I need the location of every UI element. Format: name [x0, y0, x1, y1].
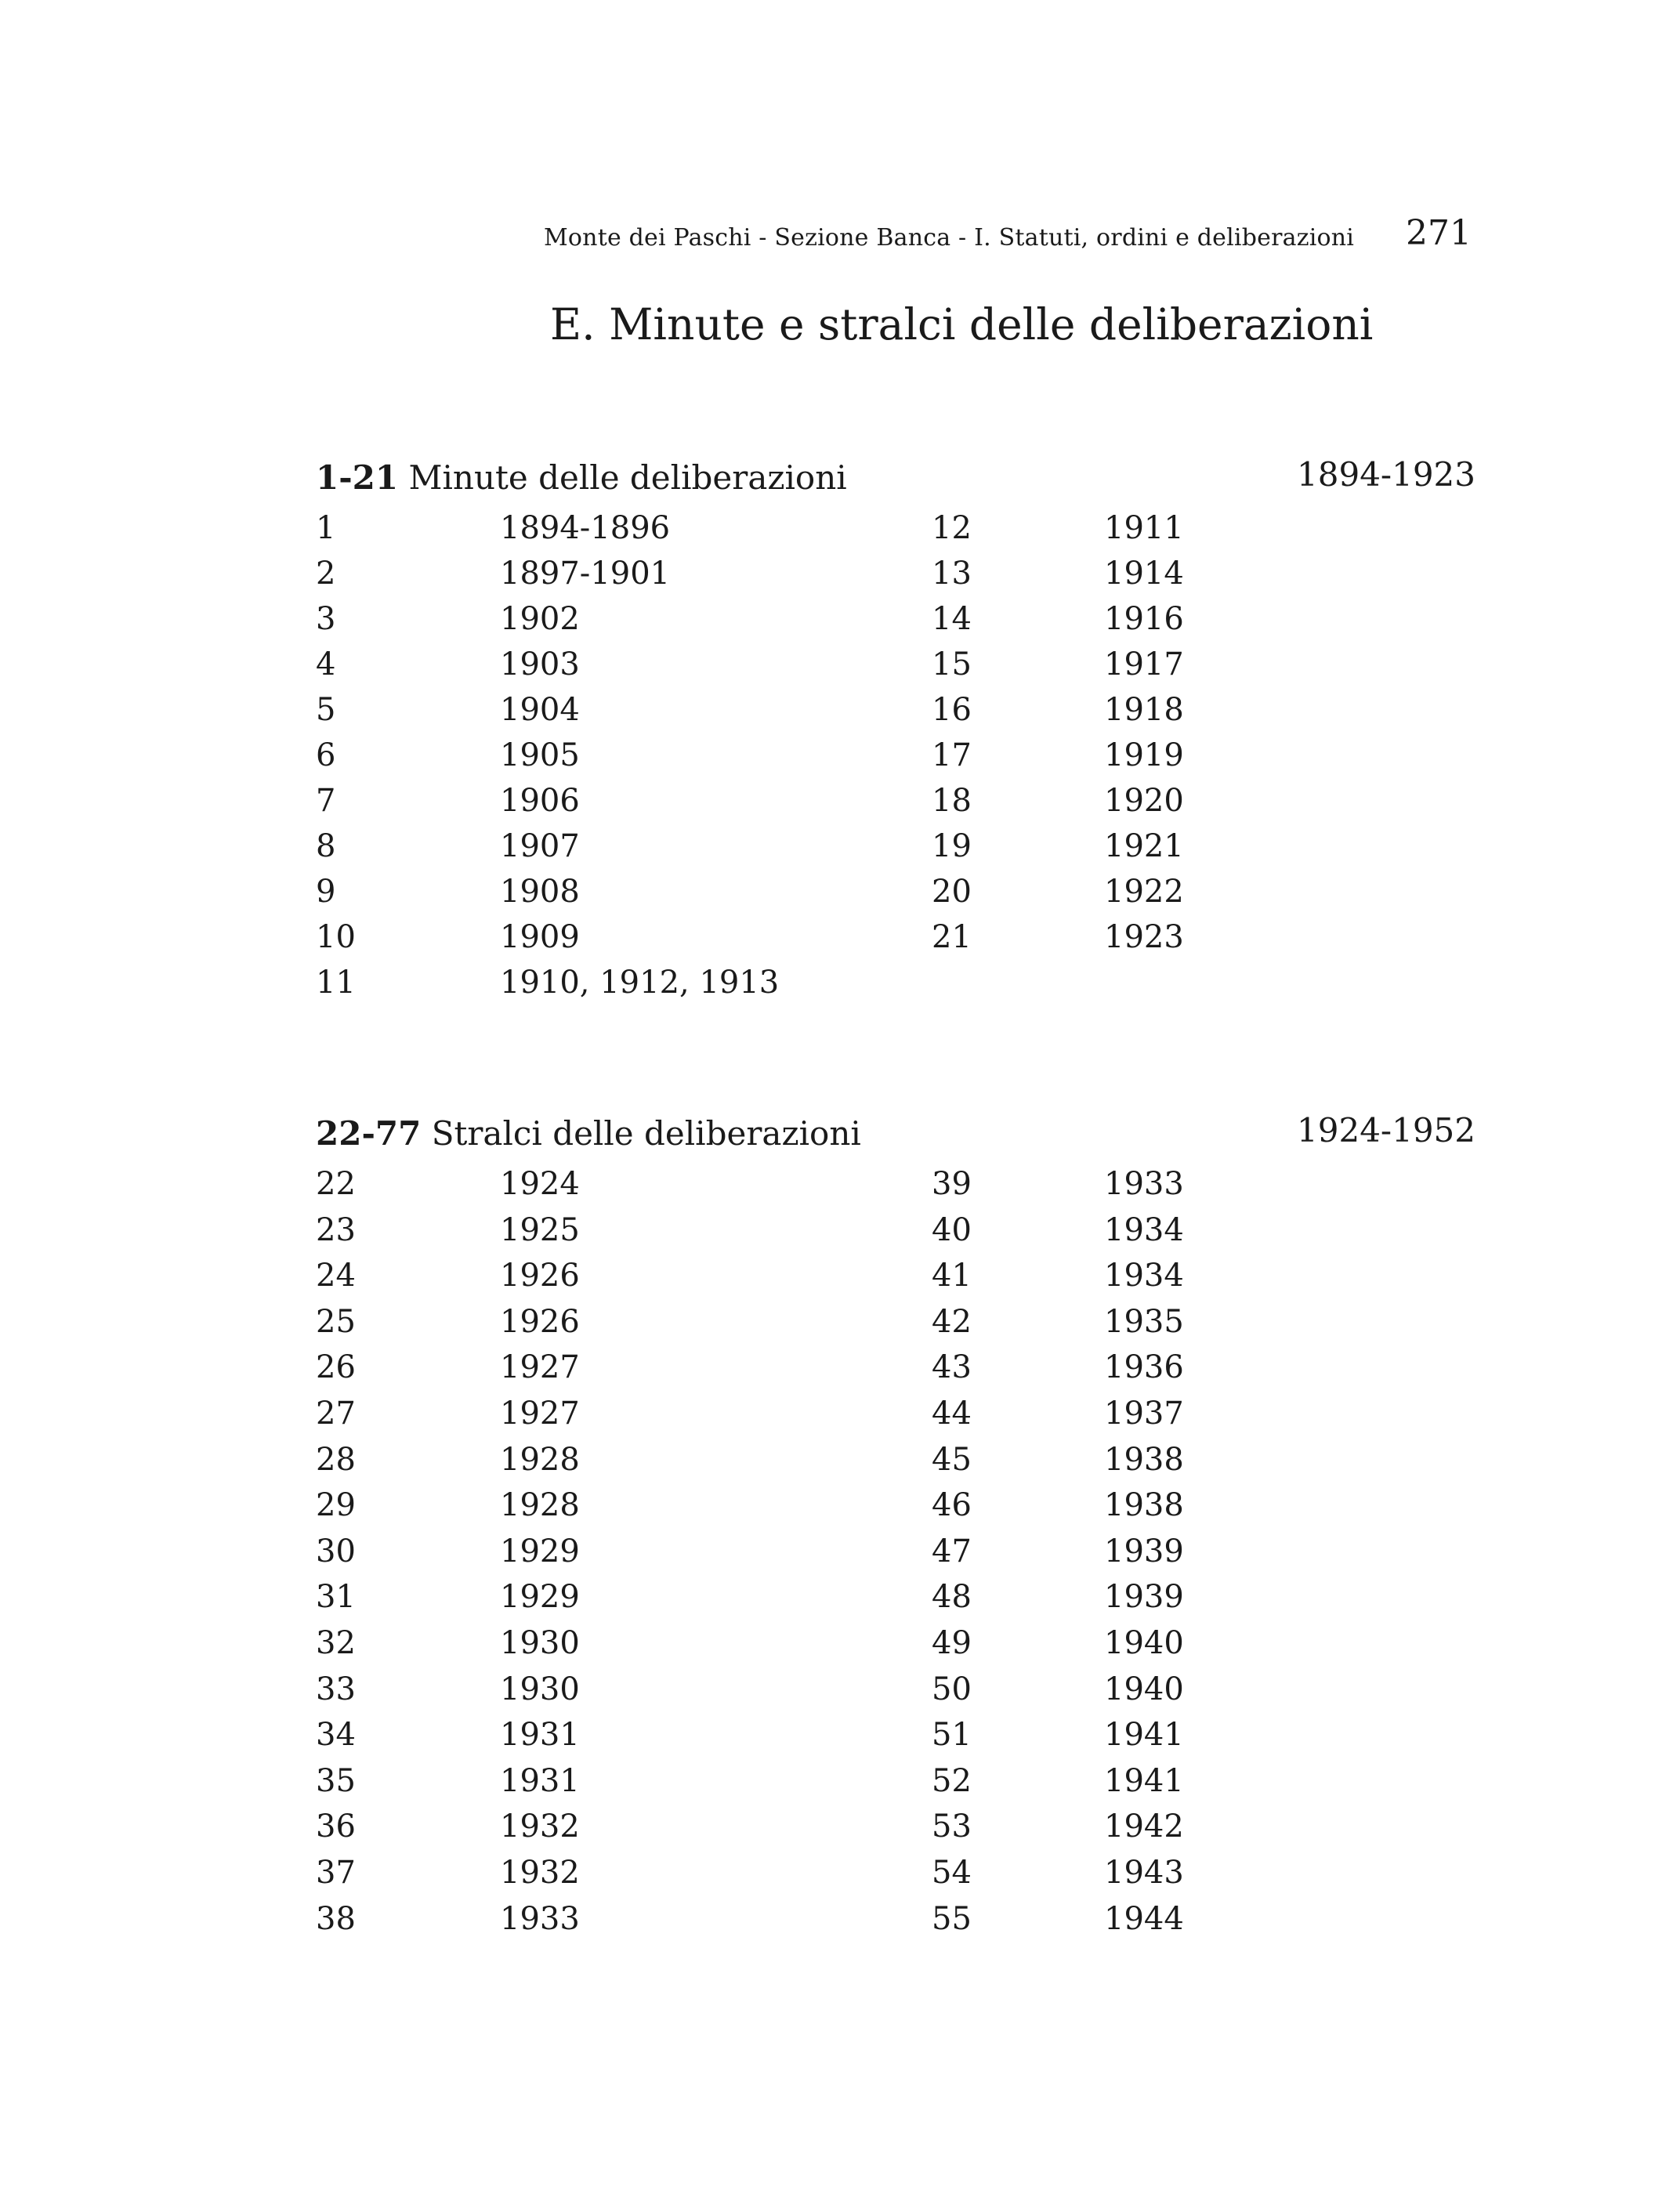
- item-years: 1927: [500, 1349, 580, 1386]
- item-years: 1929: [500, 1533, 580, 1569]
- item-years: 1927: [500, 1395, 580, 1432]
- item-years: 1902: [500, 601, 580, 637]
- section-minute: [316, 455, 1475, 1001]
- item-number: 53: [932, 1808, 972, 1845]
- item-years: 1932: [500, 1854, 580, 1891]
- item-years: 1936: [1104, 1349, 1184, 1386]
- item-years: 1916: [1104, 601, 1184, 637]
- item-number: 45: [932, 1441, 972, 1478]
- item-years: 1942: [1104, 1808, 1184, 1845]
- item-number: 41: [932, 1258, 972, 1294]
- item-years: 1933: [500, 1900, 580, 1937]
- item-number: 1: [316, 510, 336, 546]
- item-number: 42: [932, 1303, 972, 1340]
- section-range: 1-21: [316, 458, 399, 497]
- item-number: 37: [316, 1854, 356, 1891]
- item-years: 1920: [1104, 783, 1184, 819]
- section-heading: [316, 455, 1475, 505]
- section-range: 22-77: [316, 1114, 422, 1153]
- page-number: 271: [1406, 213, 1472, 253]
- item-number: 35: [316, 1762, 356, 1799]
- item-years: 1931: [500, 1762, 580, 1799]
- item-years: 1928: [500, 1441, 580, 1478]
- item-number: 26: [316, 1349, 356, 1386]
- item-years: 1925: [500, 1211, 580, 1248]
- item-number: 9: [316, 874, 336, 910]
- item-number: 46: [932, 1487, 972, 1524]
- item-years: 1930: [500, 1671, 580, 1707]
- item-number: 13: [932, 556, 972, 592]
- item-years: 1934: [1104, 1211, 1184, 1248]
- item-years: 1939: [1104, 1533, 1184, 1569]
- item-number: 12: [932, 510, 972, 546]
- item-years: 1907: [500, 828, 580, 864]
- item-number: 8: [316, 828, 336, 864]
- item-years: 1933: [1104, 1166, 1184, 1202]
- item-years: 1919: [1104, 737, 1184, 773]
- item-number: 31: [316, 1579, 356, 1616]
- item-number: 44: [932, 1395, 972, 1432]
- item-number: 6: [316, 737, 336, 773]
- item-number: 27: [316, 1395, 356, 1432]
- item-years: 1903: [500, 646, 580, 682]
- item-years: 1926: [500, 1258, 580, 1294]
- item-years: 1937: [1104, 1395, 1184, 1432]
- running-head: Monte dei Paschi - Sezione Banca - I. Statuti, ordini e deliberazioni: [544, 224, 1355, 252]
- item-years: 1914: [1104, 556, 1184, 592]
- item-number: 48: [932, 1579, 972, 1616]
- section-date-range: 1924-1952: [1297, 1111, 1475, 1149]
- item-years: 1894-1896: [500, 510, 671, 546]
- item-years: 1938: [1104, 1487, 1184, 1524]
- item-number: 5: [316, 692, 336, 728]
- item-number: 10: [316, 919, 356, 955]
- item-number: 18: [932, 783, 972, 819]
- item-number: 7: [316, 783, 336, 819]
- item-years: 1928: [500, 1487, 580, 1524]
- item-number: 40: [932, 1211, 972, 1248]
- item-years: 1922: [1104, 874, 1184, 910]
- item-years: 1921: [1104, 828, 1184, 864]
- item-number: 2: [316, 556, 336, 592]
- item-number: 29: [316, 1487, 356, 1524]
- item-years: 1904: [500, 692, 580, 728]
- item-number: 24: [316, 1258, 356, 1294]
- item-years: 1923: [1104, 919, 1184, 955]
- item-number: 36: [316, 1808, 356, 1845]
- item-years: 1911: [1104, 510, 1184, 546]
- item-number: 23: [316, 1211, 356, 1248]
- item-number: 19: [932, 828, 972, 864]
- item-years: 1939: [1104, 1579, 1184, 1616]
- item-years: 1918: [1104, 692, 1184, 728]
- item-number: 14: [932, 601, 972, 637]
- item-years: 1935: [1104, 1303, 1184, 1340]
- item-years: 1932: [500, 1808, 580, 1845]
- item-number: 39: [932, 1166, 972, 1202]
- item-years: 1941: [1104, 1717, 1184, 1754]
- item-number: 50: [932, 1671, 972, 1707]
- item-years: 1944: [1104, 1900, 1184, 1937]
- item-number: 55: [932, 1900, 972, 1937]
- item-years: 1943: [1104, 1854, 1184, 1891]
- item-years: 1938: [1104, 1441, 1184, 1478]
- item-number: 49: [932, 1624, 972, 1661]
- item-years: 1940: [1104, 1624, 1184, 1661]
- item-years: 1908: [500, 874, 580, 910]
- item-years: 1906: [500, 783, 580, 819]
- item-number: 4: [316, 646, 336, 682]
- item-number: 47: [932, 1533, 972, 1569]
- item-number: 17: [932, 737, 972, 773]
- item-years: 1931: [500, 1717, 580, 1754]
- chapter-title: E. Minute e stralci delle deliberazioni: [550, 299, 1374, 349]
- item-years: 1941: [1104, 1762, 1184, 1799]
- item-number: 51: [932, 1717, 972, 1754]
- item-number: 21: [932, 919, 972, 955]
- item-years: 1930: [500, 1624, 580, 1661]
- item-number: 34: [316, 1717, 356, 1754]
- item-number: 20: [932, 874, 972, 910]
- item-years: 1929: [500, 1579, 580, 1616]
- item-number: 52: [932, 1762, 972, 1799]
- item-years: 1910, 1912, 1913: [500, 965, 780, 1001]
- item-number: 25: [316, 1303, 356, 1340]
- section-title: Minute delle deliberazioni: [408, 458, 847, 497]
- item-number: 28: [316, 1441, 356, 1478]
- item-years: 1905: [500, 737, 580, 773]
- item-number: 16: [932, 692, 972, 728]
- item-number: 43: [932, 1349, 972, 1386]
- item-years: 1934: [1104, 1258, 1184, 1294]
- section-heading: [316, 1111, 1475, 1161]
- section-date-range: 1894-1923: [1297, 455, 1475, 494]
- item-number: 22: [316, 1166, 356, 1202]
- item-years: 1897-1901: [500, 556, 671, 592]
- item-years: 1909: [500, 919, 580, 955]
- item-number: 30: [316, 1533, 356, 1569]
- section-stralci: [316, 1111, 1475, 1937]
- item-number: 38: [316, 1900, 356, 1937]
- section-title: Stralci delle deliberazioni: [431, 1114, 861, 1153]
- item-number: 54: [932, 1854, 972, 1891]
- item-years: 1926: [500, 1303, 580, 1340]
- item-number: 33: [316, 1671, 356, 1707]
- item-years: 1940: [1104, 1671, 1184, 1707]
- item-number: 3: [316, 601, 336, 637]
- item-years: 1924: [500, 1166, 580, 1202]
- item-years: 1917: [1104, 646, 1184, 682]
- item-number: 11: [316, 965, 356, 1001]
- item-number: 32: [316, 1624, 356, 1661]
- item-number: 15: [932, 646, 972, 682]
